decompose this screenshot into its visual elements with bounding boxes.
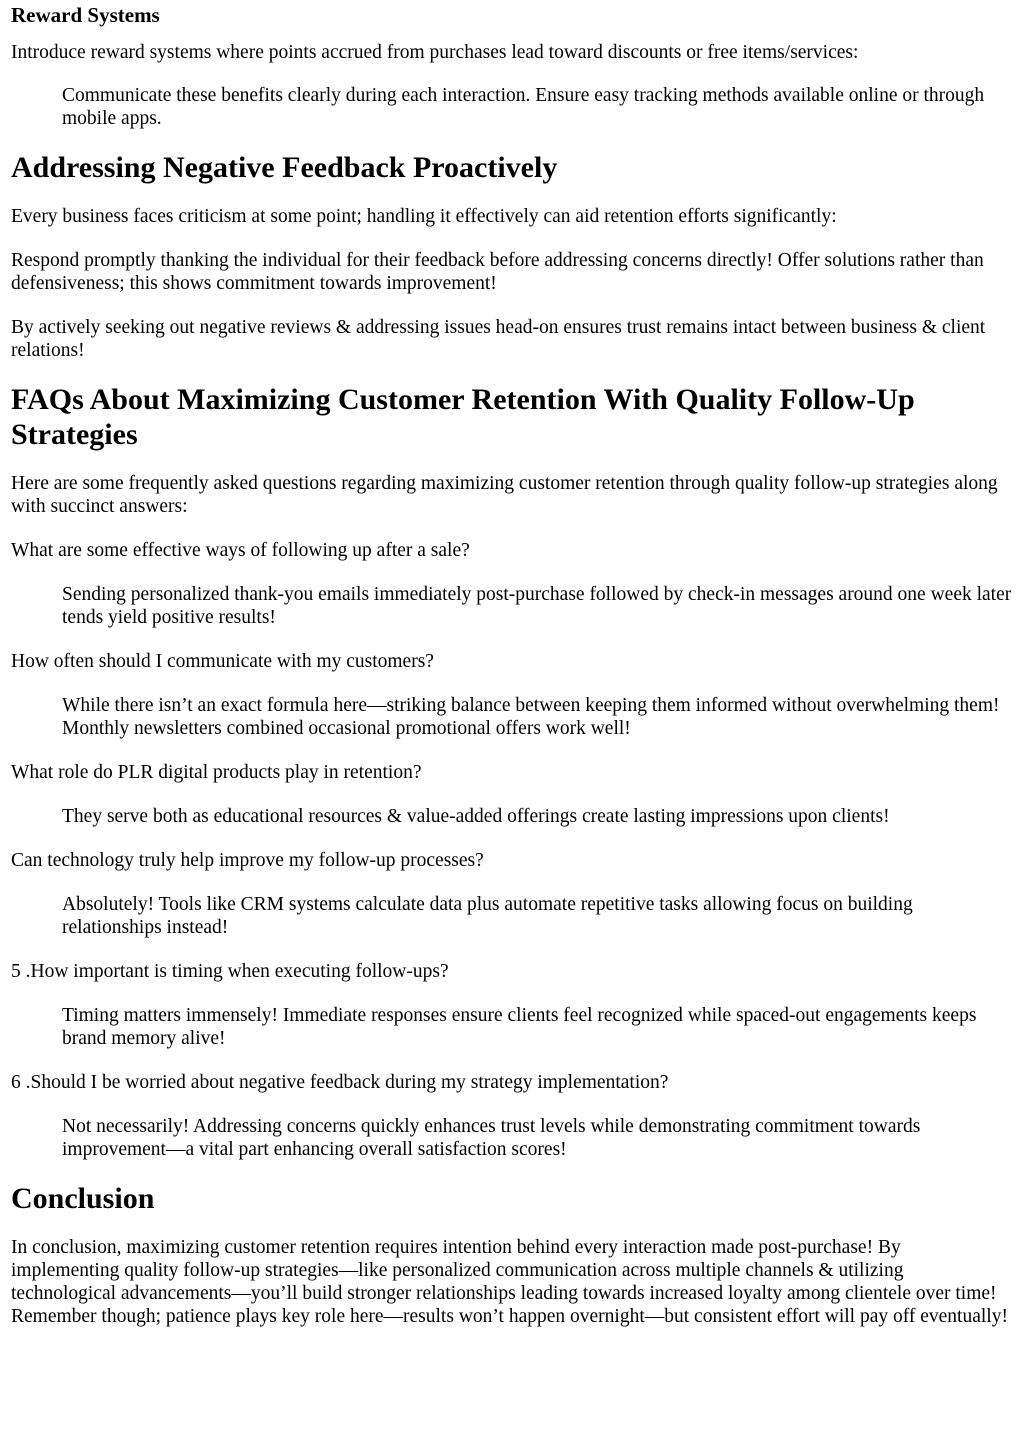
conclusion-text: In conclusion, maximizing customer retention requires intention behind every interaction made post-purchase! By implementing quality follow-up strategies—like personalized communication across multiple channels & utilizing technological advancements—you’ll build stronger relationships leading towards increased loyalty among clientele over time! Remember though; patience plays key role here—results won’t happen overnight—but consistent effort will pay off eventually! bbox=[11, 1237, 1008, 1327]
faq-question-1: What are some effective ways of following up after a sale? bbox=[11, 540, 470, 561]
negative-paragraph-1: Every business faces criticism at some point; handling it effectively can aid retention efforts significantly: bbox=[11, 206, 837, 227]
faq-question-5: 5 .How important is timing when executing follow-ups? bbox=[11, 961, 449, 982]
negative-paragraph-2: Respond promptly thanking the individual for their feedback before addressing concerns directly! Offer solutions rather than defensiveness; this shows commitment towards improvement! bbox=[11, 250, 984, 294]
faq-question-4: Can technology truly help improve my follow-up processes? bbox=[11, 850, 484, 871]
faqs-intro: Here are some frequently asked questions regarding maximizing customer retention through quality follow-up strategies along with succinct answers: bbox=[11, 473, 998, 517]
faq-question-3: What role do PLR digital products play in retention? bbox=[11, 762, 422, 783]
reward-systems-heading: Reward Systems bbox=[11, 3, 160, 27]
faqs-heading: FAQs About Maximizing Customer Retention With Quality Follow-Up Strategies bbox=[11, 383, 915, 451]
conclusion-heading: Conclusion bbox=[11, 1182, 155, 1215]
reward-quote: Communicate these benefits clearly during each interaction. Ensure easy tracking methods available online or through mobile apps. bbox=[62, 85, 985, 129]
reward-intro: Introduce reward systems where points accrued from purchases lead toward discounts or free items/services: bbox=[11, 42, 859, 63]
faq-answer-2: While there isn’t an exact formula here—striking balance between keeping them informed without overwhelming them! Monthly newsletters combined occasional promotional offers work well! bbox=[62, 695, 1000, 739]
faq-answer-1: Sending personalized thank-you emails immediately post-purchase followed by check-in messages around one week later tends yield positive results! bbox=[62, 584, 1012, 628]
negative-feedback-heading: Addressing Negative Feedback Proactively bbox=[11, 151, 558, 184]
faq-answer-4: Absolutely! Tools like CRM systems calculate data plus automate repetitive tasks allowing focus on building relationships instead! bbox=[62, 894, 913, 938]
article-body bbox=[0, 2, 1024, 1328]
negative-paragraph-3: By actively seeking out negative reviews & addressing issues head-on ensures trust remains intact between business & client relations! bbox=[11, 317, 986, 361]
faq-question-6: 6 .Should I be worried about negative feedback during my strategy implementation? bbox=[11, 1072, 669, 1093]
faq-answer-6: Not necessarily! Addressing concerns quickly enhances trust levels while demonstrating commitment towards improvement—a vital part enhancing overall satisfaction scores! bbox=[62, 1116, 921, 1160]
faq-answer-3: They serve both as educational resources & value-added offerings create lasting impressions upon clients! bbox=[62, 806, 890, 827]
faq-question-2: How often should I communicate with my customers? bbox=[11, 651, 434, 672]
faq-answer-5: Timing matters immensely! Immediate responses ensure clients feel recognized while spaced-out engagements keeps brand memory alive! bbox=[62, 1005, 977, 1049]
